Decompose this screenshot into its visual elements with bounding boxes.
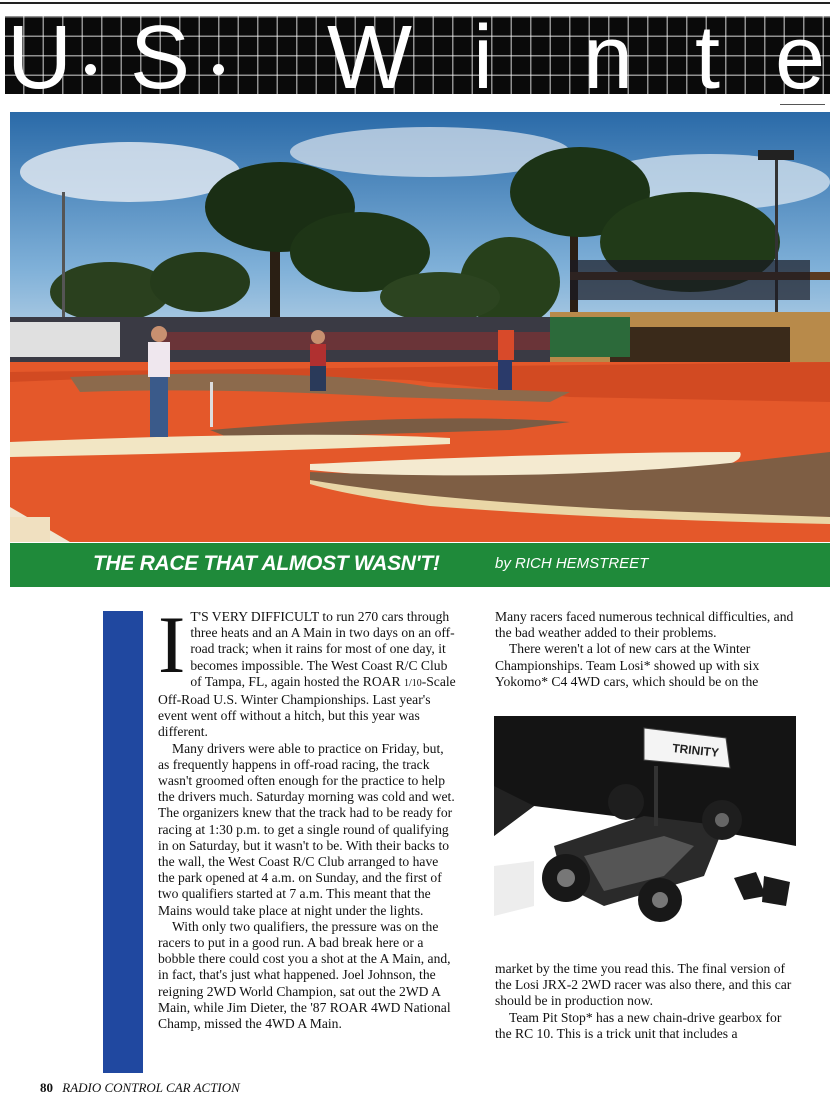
banner-letter-w: W	[327, 16, 412, 94]
banner-letter-i: i	[473, 16, 493, 94]
article-column-left	[158, 599, 458, 1032]
top-rule	[0, 2, 830, 4]
paragraph: Many drivers were able to practice on Friday, but, as frequently happens in off-road racing, the track wasn't groomed often enough for the practice to help the drivers much. Saturday morning was cold and wet. The organizers knew that the track had to be ready for racing at 1:30 p.m. to get a single round of qualifying in on Saturday, but it wasn't to be. With their backs to the wall, the West Coast R/C Club arranged to have the park opened at 4 a.m. on Sunday, and the first of two qualifiers started at 7 a.m. This meant that the Mains would take place at night under the lights.	[158, 740, 455, 918]
article-byline: by RICH HEMSTREET	[495, 555, 649, 572]
banner-letter-n: n	[583, 16, 634, 94]
page-footer	[40, 1080, 240, 1096]
paragraph: market by the time you read this. The final version of the Losi JRX-2 2WD racer was also there, and this car should be in production now.	[495, 961, 792, 1009]
headline-bar	[10, 543, 830, 587]
drop-cap: I	[158, 599, 186, 690]
paragraph-text: -Scale Off-Road U.S. Winter Championships. Last year's event went off without a hitch, but this year was different.	[158, 673, 456, 740]
fraction: 1/10	[403, 677, 422, 689]
banner-letter-u: U	[7, 16, 72, 94]
paragraph: Team Pit Stop* has a new chain-drive gearbox for the RC 10. This is a trick unit that includes a	[495, 1009, 782, 1041]
title-banner	[5, 16, 830, 94]
banner-letter-s: S	[130, 16, 191, 94]
magazine-name: RADIO CONTROL CAR ACTION	[62, 1080, 240, 1095]
paragraph: With only two qualifiers, the pressure was on the racers to put in a good run. A bad break here or a bobble there could cost you a shot at the A Main, and, in fact, that's just what happened. Joel Johnson, the reigning 2WD World Champion, sat out the 2WD A Main, while Jim Dieter, the '87 ROAR 4WD National Champ, missed the 4WD A Main.	[158, 918, 451, 1032]
banner-dot	[85, 64, 96, 75]
article-headline: THE RACE THAT ALMOST WASN'T!	[93, 552, 440, 575]
article-column-right-bottom	[495, 961, 795, 1042]
banner-underline	[780, 104, 825, 105]
page-number: 80	[40, 1080, 53, 1095]
race-track-photo	[10, 112, 830, 542]
paragraph: Many racers faced numerous technical difficulties, and the bad weather added to their problems.	[495, 609, 794, 641]
rc-car-photo	[494, 716, 796, 938]
banner-dot	[213, 64, 224, 75]
banner-letter-e: e	[775, 16, 826, 94]
article-column-right-top	[495, 609, 795, 690]
paragraph: There weren't a lot of new cars at the Winter Championships. Team Losi* showed up with six Yokomo* C4 4WD cars, which should be on the	[495, 641, 760, 689]
race-track-illustration	[10, 112, 830, 542]
paragraph-text: T'S VERY DIFFICULT to run 270 cars through three heats and an A Main in two days on an off-road track; when it rains for most of one day, it becomes impossible. The West Coast R/C Club of Tampa, FL, again hosted the ROAR	[190, 609, 455, 689]
banner-letter-t: t	[695, 16, 721, 94]
paragraph	[158, 599, 458, 741]
decorative-blue-bar	[103, 611, 143, 1073]
car-wing-label: TRINITY	[671, 741, 720, 760]
rc-car-illustration	[494, 716, 796, 938]
